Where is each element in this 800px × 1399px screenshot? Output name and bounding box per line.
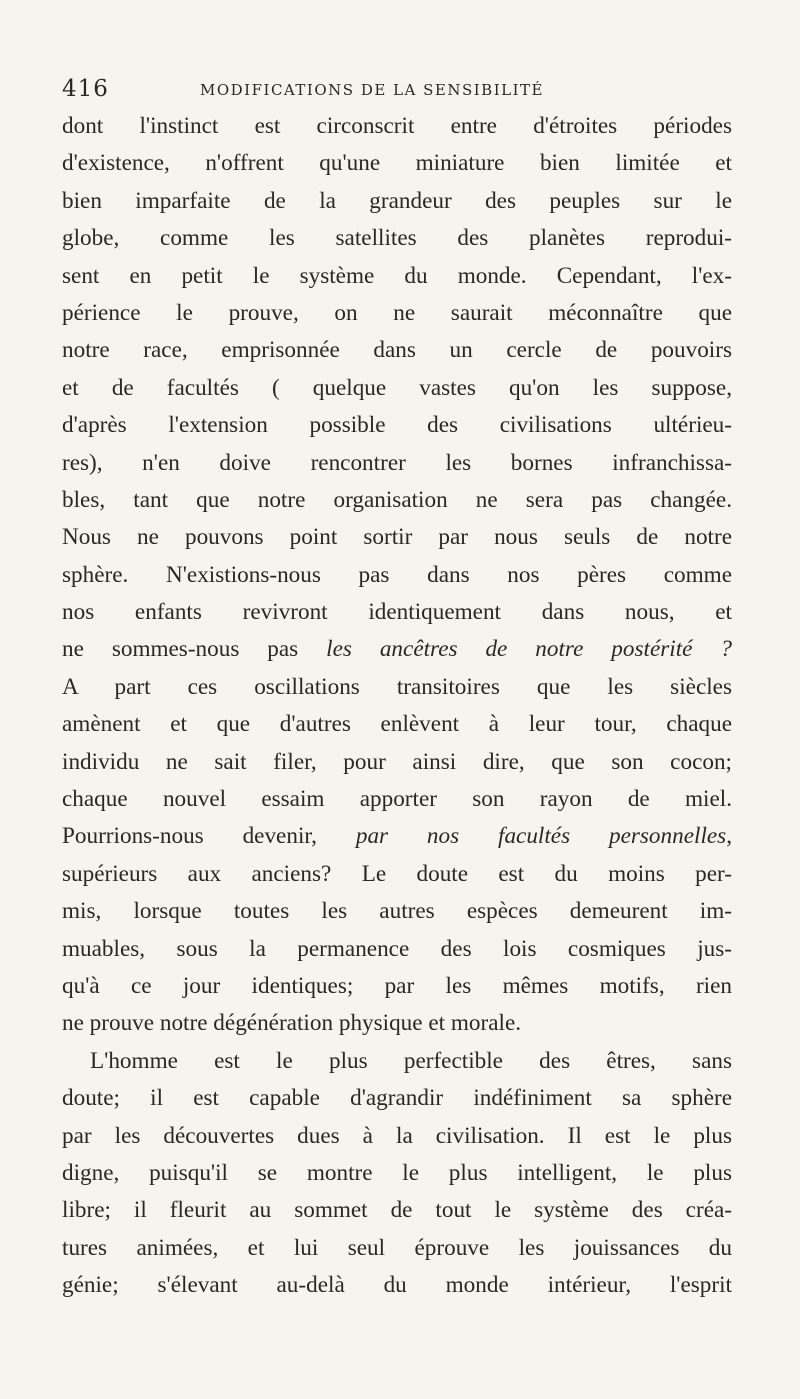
text-line: périence le prouve, on ne saurait méconnaître que — [62, 299, 732, 326]
text-line — [62, 818, 732, 855]
page-header — [62, 76, 732, 106]
text-line — [62, 631, 732, 668]
text-line: d'existence, n'offrent qu'une miniature bien limitée et — [62, 150, 732, 177]
text-line: d'après l'extension possible des civilisations ultérieu- — [62, 412, 732, 439]
text-line: L'homme est le plus perfectible des êtres, sans — [90, 1047, 732, 1074]
text-line: sent en petit le système du monde. Cependant, l'ex- — [62, 262, 732, 289]
text-line: nos enfants revivront identiquement dans nous, et — [62, 599, 732, 626]
text-line: res), n'en doive rencontrer les bornes infranchissa- — [62, 449, 732, 476]
text-line: dont l'instinct est circonscrit entre d'étroites périodes — [62, 113, 732, 139]
italic-phrase: les ancêtres de notre postérité ? — [326, 636, 732, 663]
text-line: ne prouve notre dégénération physique et morale. — [62, 1010, 522, 1037]
text-line: individu ne sait filer, pour ainsi dire, que son cocon; — [62, 748, 732, 775]
text-line: tures animées, et lui seul éprouve les jouissances du — [62, 1234, 732, 1261]
text-line: muables, sous la permanence des lois cosmiques jus- — [62, 935, 732, 962]
text-line: bien imparfaite de la grandeur des peuples sur le — [62, 187, 732, 214]
page-number: 416 — [62, 76, 109, 102]
body-text — [62, 108, 732, 1305]
text-line: mis, lorsque toutes les autres espèces demeurent im- — [62, 898, 732, 925]
text-line: Nous ne pouvons point sortir par nous seuls de notre — [62, 524, 732, 551]
text-line: et de facultés ( quelque vastes qu'on les suppose, — [62, 374, 732, 401]
text-line: qu'à ce jour identiques; par les mêmes motifs, rien — [62, 972, 732, 999]
text-segment: , — [726, 823, 732, 850]
text-line: sphère. N'existions-nous pas dans nos pères comme — [62, 561, 732, 588]
text-line: chaque nouvel essaim apporter son rayon de miel. — [62, 786, 732, 813]
running-title: MODIFICATIONS DE LA SENSIBILITÉ — [200, 81, 544, 99]
text-line: notre race, emprisonnée dans un cercle de pouvoirs — [62, 337, 732, 364]
text-line: libre; il fleurit au sommet de tout le système des créa- — [62, 1197, 732, 1224]
italic-phrase: par nos facultés personnelles — [355, 823, 727, 850]
text-line: globe, comme les satellites des planètes reprodui- — [62, 225, 732, 252]
text-line: par les découvertes dues à la civilisation. Il est le plus — [62, 1122, 732, 1149]
text-segment: Pourrions-nous devenir, — [62, 823, 356, 850]
text-line: bles, tant que notre organisation ne sera pas changée. — [62, 486, 732, 513]
text-line: A part ces oscillations transitoires que les siècles — [62, 673, 732, 700]
text-line: génie; s'élevant au-delà du monde intérieur, l'esprit — [62, 1272, 732, 1299]
text-segment: ne sommes-nous pas — [62, 636, 327, 663]
text-line: digne, puisqu'il se montre le plus intelligent, le plus — [62, 1159, 732, 1186]
text-line: supérieurs aux anciens? Le doute est du moins per- — [62, 860, 732, 887]
text-line: amènent et que d'autres enlèvent à leur tour, chaque — [62, 711, 732, 738]
text-line: doute; il est capable d'agrandir indéfiniment sa sphère — [62, 1085, 732, 1112]
